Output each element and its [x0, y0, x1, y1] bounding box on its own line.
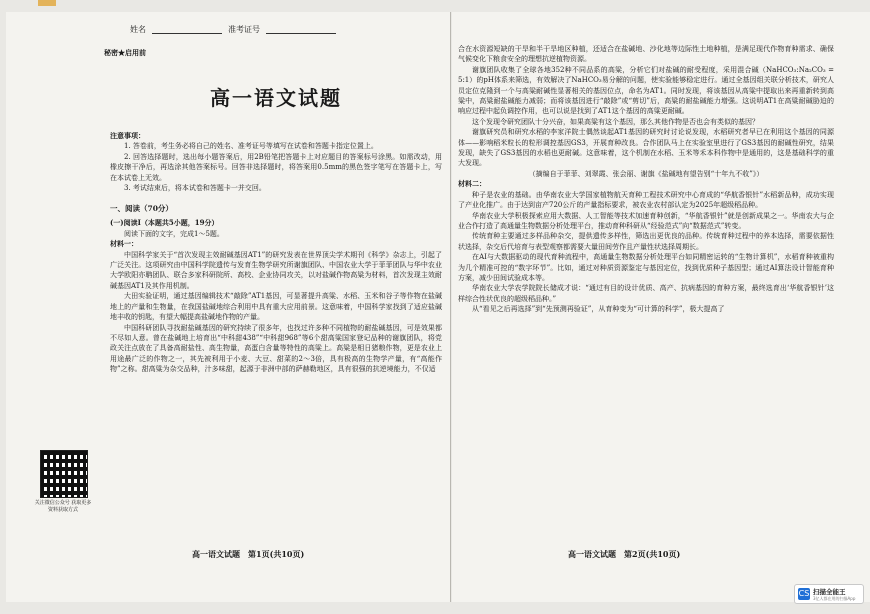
- scanner-app-icon: CS: [798, 589, 810, 598]
- candidate-header: [130, 24, 442, 36]
- binder-clip-mark: [38, 0, 56, 6]
- paragraph: 华南农业大学积极探索应用大数据、人工智能等技术加速育种创新，“华航香银针”就是创新成果之一。华南农大与企业合作打造了高通量生物数据分析处理平台，推动育种科研从“经验范式”向“数据范式”转变。: [458, 211, 834, 230]
- notes-heading: 注意事项：: [110, 131, 145, 140]
- scanner-app-name: 扫描全能王: [813, 587, 846, 596]
- exam-no-label: 准考证号: [228, 25, 260, 34]
- paragraph: 中国科研团队寻找耐盐碱基因的研究持续了很多年，也找过许多种不同植物的耐盐碱基因，可是效果都不尽如人意。曾在盐碱地上培育出“中科甜438”“中科甜968”等6个甜高粱国家登记品种的谢旗团队，将党政关注点放在了具备高耐盐性、高生物量，高蛋白含量等特性的高粱上。高粱是相日猪粮作物，更是农业上用途最广泛的作物之一，其先被利用于小麦、大豆、甜菜的2～3倍，具有极高的生物学产量，有“高能作物”之称。甜高粱为杂交品种，汁多味甜，起源于非洲中部的萨赫勒地区，具有很强的抗逆境能力，不仅适: [110, 323, 442, 374]
- paragraph: 大田实验证明，通过基因编辑技术“敲除”AT1基因，可显著提升高粱、水稻、玉米和谷子等作物在盐碱地上的产量和生物量，在我国盐碱地综合利用中具有重大应用前景。这意味着，中国科学家找到了适应盐碱地丰收的钥匙，有望大幅提高盐碱地作物的产量。: [110, 292, 442, 322]
- paragraph: 合在水资源短缺的干旱和半干旱地区种植，还适合在盐碱地、沙化地等边际性土地种植，是满足现代作物育种需求、确保气候变化下粮食安全的理想抗逆植物资源。: [458, 45, 834, 64]
- name-blank: [152, 24, 222, 34]
- source-citation: （摘编自于菲菲、刘翠霞、张会丽、谢旗《盐碱地有望告别“十年九不收”》）: [528, 169, 764, 178]
- paragraph: 从“看见之后再选择”到“先预测再验证”，从育种变为“可计算的科学”，极大提高了: [472, 305, 725, 314]
- secret-label: 秘密★启用前: [104, 48, 146, 57]
- paragraph: 这个发现令研究团队十分兴奋，如果高粱有这个基因，那么其他作物是否也会有类似的基因？: [472, 117, 759, 126]
- page-title: 高一语文试题: [210, 86, 342, 110]
- subsection-heading: (一)阅读Ⅰ（本题共5小题，19分）: [110, 218, 219, 228]
- note-item: 3. 考试结束后，将本试卷和答题卡一并交回。: [124, 184, 266, 193]
- paragraph: 中国科学家关于“首次发现主效耐碱基因AT1”的研究发表在世界顶尖学术期刊《科学》杂志上，引起了广泛关注。这项研究由中国科学院遗传与发育生物学研究所谢旗团队、中国农业大学于菲菲团队与华中农业大学欧阳亦聃团队、联合多家科研院所、高校、企业协同攻关，以对盐碱作物高粱为材料，首次发现主效耐碱基因AT1及其作用机制。: [110, 250, 442, 290]
- material-label: 材料一：: [110, 239, 138, 249]
- paragraph: 华南农业大学农学院院长储成才说：“通过有目的设计优质、高产、抗病基因的育种方案，最终选育出‘华航香银针’这样综合性状优良的超级稻品种。”: [458, 284, 834, 303]
- scanner-watermark: [794, 584, 864, 604]
- page-divider: [450, 12, 451, 602]
- exam-page-2: [452, 12, 870, 602]
- note-item: 1. 答卷前，考生务必将自己的姓名、准考证号等填写在试卷和答题卡指定位置上。: [124, 142, 378, 151]
- qr-code: [40, 450, 88, 498]
- scanner-app-tagline: 3亿人都在用的扫描App: [813, 595, 856, 601]
- note-item: 2. 回答选择题时，选出每小题答案后，用2B铅笔把答题卡上对应题目的答案标号涂黑。如需改动，用橡皮擦干净后，再选涂其他答案标号。回答非选择题时，将答案用0.5mm的黑色签字笔写在答题卡上，写在本试卷上无效。: [110, 152, 442, 182]
- paragraph: 种子是农业的基础。由华南农业大学国家植物航天育种工程技术研究中心育成的“华航香银针”水稻新品种，成功实现了产业化推广。由于达到亩产720公斤的产量指标要求，被农业农村部认定为2025年超级稻品种。: [458, 190, 834, 210]
- paragraph: 传统育种主要通过多样品种杂交，提供遗传多样性，筛选出更优良的品种。传统育种过程中的养本选择，需要依据性状选择，杂交后代培育与表型观察都需要大量田间劳作且产量性状选择周期长。: [458, 232, 834, 251]
- page-footer: 高一语文试题 第1页(共10页): [192, 549, 305, 559]
- paragraph: 在AI与大数据驱动的现代育种流程中，高通量生物数据分析处理平台如同精密运转的“生物计算机”，水稻育种被重构为几个精准可控的“数字环节”。比如，通过对种质资源鉴定与基因定位，找到优质种子基因型；通过AI算法设计智能育种方案，减少田间试验成本等。: [458, 253, 834, 282]
- name-label: 姓名: [130, 25, 146, 34]
- material-label: 材料二：: [458, 179, 486, 189]
- instruction: 阅读下面的文字，完成1～5题。: [124, 229, 224, 238]
- page-footer: 高一语文试题 第2页(共10页): [568, 549, 681, 559]
- section-heading: 一、阅读（70分）: [110, 204, 173, 214]
- paragraph: 谢旗研究员和研究水稻的李家洋院士偶然谈起AT1基因的研究时讨论说发现，水稻研究者早已在利用这个基因的同源体——影响稻米粒长的粒形调控基因GS3，开展育种改良。合作团队马上在实验室里进行了GS3基因的耐碱性研究，结果发现，缺失了GS3基因的水稻也更耐碱。这意味着，这个机制在水稻、玉米等禾本科作物中是通用的，这是基础科学的重大发现。: [458, 128, 834, 168]
- qr-caption: 关注微信公众号 获取更多资料获取方式: [34, 500, 92, 513]
- exam-no-blank: [266, 24, 336, 34]
- paragraph: 谢旗团队收集了全球各地352种不同品系的高粱，分析它们对盐碱的耐受程度，采用混合碱（NaHCO₃:Na₂CO₃ = 5:1）的pH体系来筛选，有效解决了NaHCO₃易分解的问题，使实验能够稳定进行。通过全基因组关联分析技术，研究人员定位克隆到一个与高粱耐碱性显著相关的基因位点，命名为AT1。同时发现，将该基因从高粱中提取出来再重新转到高粱中，高粱耐盐碱能力减弱；而将该基因进行“敲除”或“剪切”后，高粱的耐盐碱能力增强。这说明AT1在高粱耐碱胁迫的响应过程中起负调控作用，也可以说是找到了AT1这个基因的高粱更耐碱。: [458, 65, 834, 116]
